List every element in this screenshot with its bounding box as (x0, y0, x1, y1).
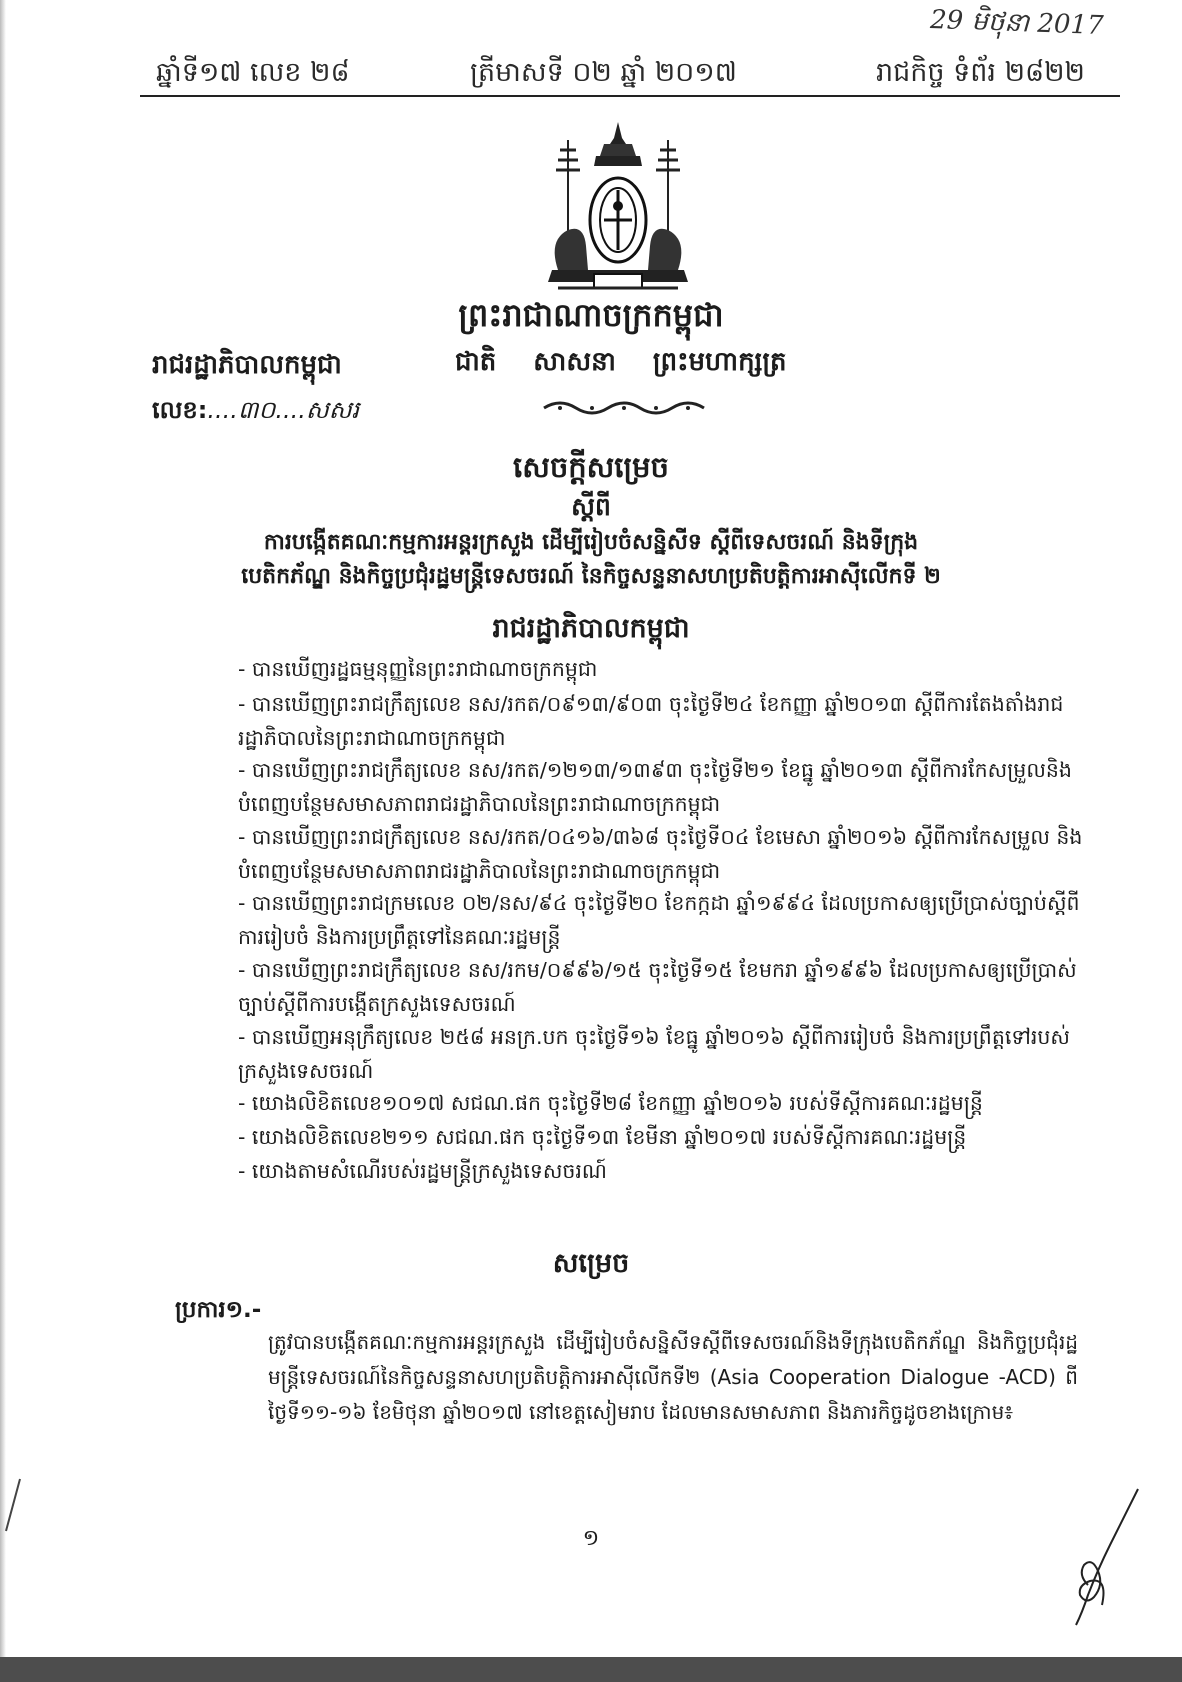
decision-heading: សម្រេច (552, 1248, 630, 1279)
visa-item: - បានឃើញអនុក្រឹត្យលេខ ២៥៨ អនក្រ.បក ចុះថ្ងៃទី១៦ ខែធ្នូ ឆ្នាំ២០១៦ ស្តីពីការរៀបចំ និងការប្រព្រឹត្តទៅរបស់ក្រសួងទេសចរណ៍ (238, 1025, 1070, 1083)
margin-mark-icon (2, 1475, 24, 1535)
reference-value: ....៣០....សសរ (207, 396, 360, 424)
issuing-government: រាជរដ្ឋាភិបាលកម្ពុជា (152, 350, 342, 380)
royal-coat-of-arms-icon (538, 120, 698, 298)
gazette-page-number: រាជកិច្ច ទំព័រ ២៨២២ (876, 57, 1085, 88)
visa-item: - បានឃើញព្រះរាជក្រមលេខ ០២/នស/៩៤ ចុះថ្ងៃទី២០ ខែកក្កដា ឆ្នាំ១៩៩៤ ដែលប្រកាសឲ្យប្រើប្រាស់ច្បាប់ស្តីពីការរៀបចំ និងការប្រព្រឹត្តទៅនៃគណៈរដ្ឋមន្ត្រី (238, 891, 1080, 949)
subject-line-2: បេតិកភ័ណ្ឌ និងកិច្ចប្រជុំរដ្ឋមន្ត្រីទេសចរណ៍ នៃកិច្ចសន្ទនាសហប្រតិបត្តិការអាស៊ីលើកទី ២ (241, 564, 941, 589)
visa-item: - បានឃើញព្រះរាជក្រឹត្យលេខ នស/រកត/១២១៣/១៣៩៣ ចុះថ្ងៃទី២១ ខែធ្នូ ឆ្នាំ២០១៣ ស្តីពីការកែសម្រួលនិងបំពេញបន្ថែមសមាសភាពរាជរដ្ឋាភិបាលនៃព្រះរាជាណាចក្រកម្ពុជា (238, 758, 1072, 816)
visa-item: - បានឃើញព្រះរាជក្រឹត្យលេខ នស/រកត/០៩១៣/៩០៣ ចុះថ្ងៃទី២៤ ខែកញ្ញា ឆ្នាំ២០១៣ ស្តីពីការតែងតាំងរាជរដ្ឋាភិបាលនៃព្រះរាជាណាចក្រកម្ពុជា (238, 692, 1064, 750)
signature-icon (1018, 1485, 1148, 1635)
visa-item: - បានឃើញព្រះរាជក្រឹត្យលេខ នស/រកម/០៩៩៦/១៥ ចុះថ្ងៃទី១៥ ខែមករា ឆ្នាំ១៩៩៦ ដែលប្រកាសឲ្យប្រើប្រាស់ច្បាប់ស្តីពីការបង្កើតក្រសួងទេសចរណ៍ (238, 958, 1077, 1016)
scan-edge-shadow (0, 0, 6, 1682)
visa-item: - បានឃើញរដ្ឋធម្មនុញ្ញនៃព្រះរាជាណាចក្រកម្ពុជា (238, 657, 598, 681)
page-number: ១ (582, 1526, 600, 1551)
visa-item: - យោងលិខិតលេខ១០១៧ សជណ.ផក ចុះថ្ងៃទី២៨ ខែកញ្ញា ឆ្នាំ២០១៦ របស់ទីស្តីការគណៈរដ្ឋមន្ត្រី (238, 1091, 983, 1115)
on-label: ស្តីពី (571, 492, 611, 521)
article-1-body: ត្រូវបានបង្កើតគណៈកម្មការអន្តរក្រសួង ដើម្បីរៀបចំសន្និសីទស្តីពីទេសចរណ៍និងទីក្រុងបេតិកភ័ណ្ឌ និងកិច្ចប្រជុំរដ្ឋមន្ត្រីទេសចរណ៍នៃកិច្ចសន្ទនាសហប្រតិបត្តិការអាស៊ីលើកទី២ (Asia Cooperation Dialogue -ACD) ពីថ្ងៃទី១១-១៦ ខែមិថុនា ឆ្នាំ២០១៧ នៅខេត្តសៀមរាប ដែលមានសមាសភាព និងភារកិច្ចដូចខាងក្រោម៖ (268, 1330, 1078, 1424)
scan-bottom-bar (0, 1657, 1182, 1682)
government-heading: រាជរដ្ឋាភិបាលកម្ពុជា (492, 613, 690, 644)
article-1-label: ប្រការ១.- (175, 1297, 262, 1323)
header-rule (140, 95, 1120, 97)
subject-line-1: ការបង្កើតគណៈកម្មការអន្តរក្រសួង ដើម្បីរៀបចំសន្និសីទ ស្តីពីទេសចរណ៍ និងទីក្រុង (263, 530, 919, 555)
gazette-quarter: ត្រីមាសទី ០២ ឆ្នាំ ២០១៧ (470, 57, 737, 88)
visa-item: - យោងតាមសំណើរបស់រដ្ឋមន្ត្រីក្រសួងទេសចរណ៍ (238, 1159, 607, 1183)
reference-label: លេខ: (152, 396, 208, 424)
ornament-divider-icon (540, 398, 710, 416)
reference-number (152, 395, 359, 430)
kingdom-name: ព្រះរាជាណាចក្រកម្ពុជា (458, 296, 724, 334)
gazette-year-issue: ឆ្នាំទី១៧ លេខ ២៨ (156, 57, 350, 88)
visa-item: - បានឃើញព្រះរាជក្រឹត្យលេខ នស/រកត/០៤១៦/៣៦៨ ចុះថ្ងៃទី០៤ ខែមេសា ឆ្នាំ២០១៦ ស្តីពីការកែសម្រួល និងបំពេញបន្ថែមសមាសភាពរាជរដ្ឋាភិបាលនៃព្រះរាជាណាចក្រកម្ពុជា (238, 825, 1083, 883)
handwritten-date: 29 មិថុនា 2017 (929, 4, 1105, 42)
document-title: សេចក្តីសម្រេច (513, 450, 669, 484)
visa-item: - យោងលិខិតលេខ២១១ សជណ.ផក ចុះថ្ងៃទី១៣ ខែមីនា ឆ្នាំ២០១៧ របស់ទីស្តីការគណៈរដ្ឋមន្ត្រី (238, 1125, 967, 1149)
national-motto: ជាតិ សាសនា ព្រះមហាក្សត្រ (455, 347, 787, 377)
